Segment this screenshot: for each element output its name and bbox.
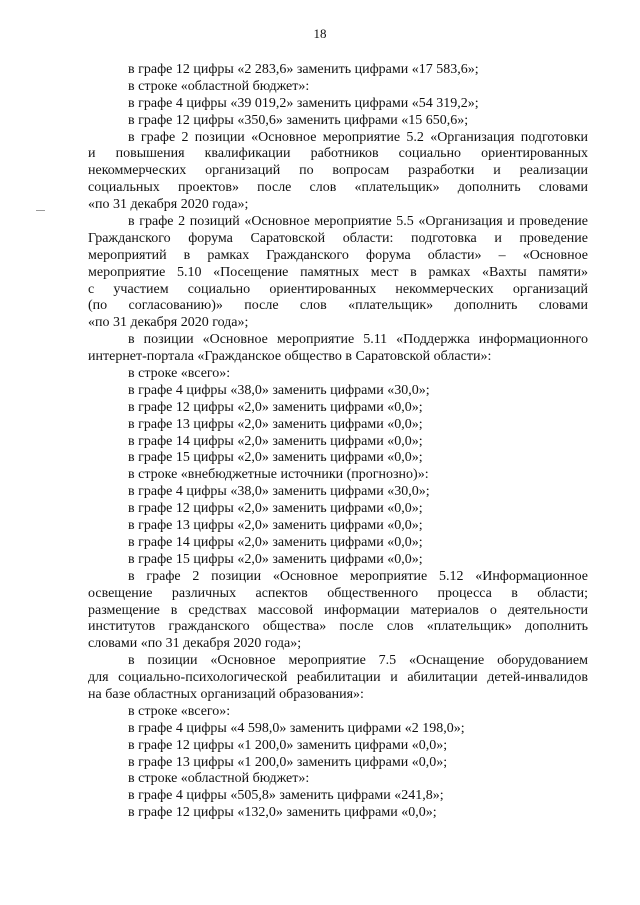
text-line: в графе 4 цифры «38,0» заменить цифрами «30,0»;	[128, 484, 430, 500]
text-line: в графе 4 цифры «505,8» заменить цифрами «241,8»;	[128, 788, 444, 804]
text-line: социальных проектов» после слов «плательщик» дополнить словами	[88, 180, 588, 196]
text-line: в строке «всего»:	[128, 366, 231, 382]
text-line: в строке «областной бюджет»:	[128, 771, 310, 787]
text-line: в графе 14 цифры «2,0» заменить цифрами «0,0»;	[128, 534, 423, 550]
text-line: мероприятие 5.10 «Посещение памятных мест в рамках «Вахты памяти»	[88, 264, 588, 280]
text-line: в графе 2 позиции «Основное мероприятие 5.12 «Информационное	[128, 568, 588, 584]
text-line: в графе 15 цифры «2,0» заменить цифрами «0,0»;	[128, 450, 423, 466]
text-line: в графе 12 цифры «132,0» заменить цифрами «0,0»;	[128, 805, 437, 821]
text-line: с участием социально ориентированных некоммерческих организаций	[88, 281, 588, 297]
text-line: в графе 12 цифры «2,0» заменить цифрами «0,0»;	[128, 399, 423, 415]
text-line: освещение различных аспектов общественного процесса в области;	[88, 585, 588, 601]
text-line: в графе 12 цифры «1 200,0» заменить цифрами «0,0»;	[128, 737, 448, 753]
text-line: интернет-портала «Гражданское общество в Саратовской области»:	[88, 349, 492, 365]
text-line: мероприятий в рамках Гражданского форума области» – «Основное	[88, 247, 588, 263]
text-line: институтов гражданского общества» после слов «плательщик» дополнить	[88, 619, 588, 635]
text-line: в графе 15 цифры «2,0» заменить цифрами «0,0»;	[128, 551, 423, 567]
text-line: в графе 4 цифры «4 598,0» заменить цифрами «2 198,0»;	[128, 720, 465, 736]
text-line: некоммерческих организаций по вопросам разработки и реализации	[88, 163, 588, 179]
text-line: в графе 4 цифры «38,0» заменить цифрами «30,0»;	[128, 382, 430, 398]
text-line: в строке «всего»:	[128, 703, 231, 719]
text-line: (по согласованию)» после слов «плательщик» дополнить словами	[88, 298, 588, 314]
document-body	[88, 62, 588, 822]
text-line: в графе 12 цифры «2 283,6» заменить цифрами «17 583,6»;	[128, 62, 479, 77]
text-line: в позиции «Основное мероприятие 7.5 «Оснащение оборудованием	[128, 653, 588, 669]
text-line: в строке «областной бюджет»:	[128, 78, 310, 94]
text-line: словами «по 31 декабря 2020 года»;	[88, 636, 302, 652]
text-line: в графе 12 цифры «350,6» заменить цифрами «15 650,6»;	[128, 112, 469, 128]
text-line: в графе 2 позиций «Основное мероприятие 5.5 «Организация и проведение	[128, 214, 588, 230]
text-line: в графе 13 цифры «1 200,0» заменить цифрами «0,0»;	[128, 754, 448, 770]
text-line: в графе 14 цифры «2,0» заменить цифрами «0,0»;	[128, 433, 423, 449]
text-line: размещение в средствах массовой информации материалов о деятельности	[88, 602, 588, 618]
margin-mark	[36, 210, 45, 211]
text-line: для социально-психологической реабилитации и абилитации детей-инвалидов	[88, 670, 588, 686]
text-line: в строке «внебюджетные источники (прогнозно)»:	[128, 467, 429, 483]
text-line: в позиции «Основное мероприятие 5.11 «Поддержка информационного	[128, 332, 588, 348]
text-line: на базе областных организаций образования»:	[88, 686, 364, 702]
text-line: Гражданского форума Саратовской области: подготовка и проведение	[88, 230, 588, 246]
text-line: «по 31 декабря 2020 года»;	[88, 197, 249, 213]
text-line: и повышения квалификации работников социально ориентированных	[88, 146, 588, 162]
text-line: в графе 2 позиции «Основное мероприятие 5.2 «Организация подготовки	[128, 129, 588, 145]
text-line: «по 31 декабря 2020 года»;	[88, 315, 249, 331]
text-line: в графе 4 цифры «39 019,2» заменить цифрами «54 319,2»;	[128, 95, 479, 111]
text-line: в графе 12 цифры «2,0» заменить цифрами «0,0»;	[128, 501, 423, 517]
text-line: в графе 13 цифры «2,0» заменить цифрами «0,0»;	[128, 518, 423, 534]
text-line: в графе 13 цифры «2,0» заменить цифрами «0,0»;	[128, 416, 423, 432]
page-number: 18	[313, 26, 327, 41]
